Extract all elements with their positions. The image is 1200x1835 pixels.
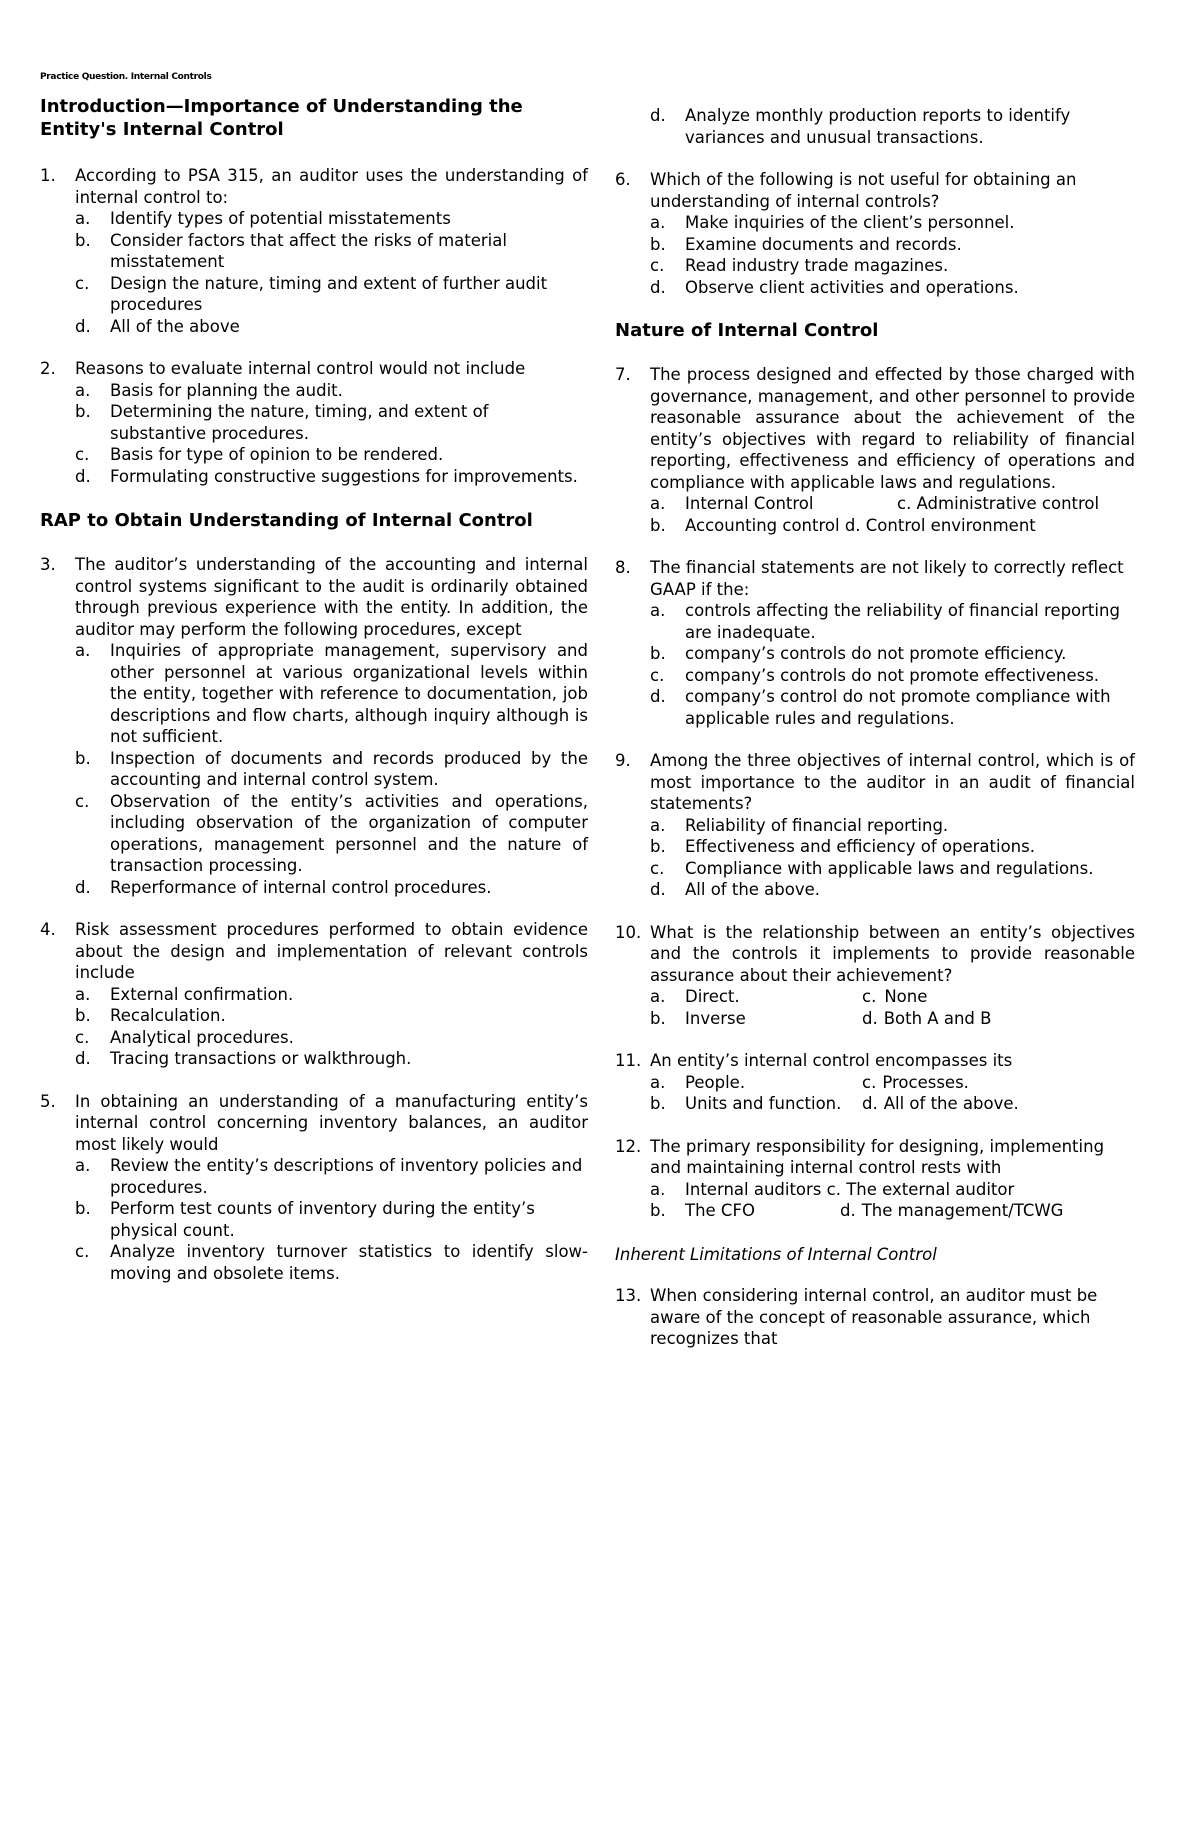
option xyxy=(650,665,1135,687)
right-column xyxy=(615,105,1135,1371)
question-number: 9. xyxy=(615,751,631,770)
option-letter: d. xyxy=(75,316,91,336)
question-number: 4. xyxy=(40,920,56,939)
option-text: Consider factors that affect the risks of material misstatement xyxy=(110,230,507,271)
option-letter: d. xyxy=(862,1094,878,1113)
option-letter: c. xyxy=(650,665,665,685)
option xyxy=(75,273,588,316)
option-text: People. xyxy=(685,1072,746,1092)
option-letter: b. xyxy=(75,1006,91,1025)
option-letter: a. xyxy=(75,1156,91,1175)
option-text: All of the above xyxy=(110,316,240,336)
option xyxy=(75,230,588,273)
question-11 xyxy=(615,1050,1135,1115)
option-text: Observe client activities and operations. xyxy=(685,277,1019,297)
option-letter: b. xyxy=(650,1094,666,1113)
question-8 xyxy=(615,557,1135,729)
question-number: 3. xyxy=(40,555,56,574)
option-letter: a. xyxy=(650,987,666,1006)
option xyxy=(862,1072,1135,1094)
question-stem: Among the three objectives of internal control, which is of most importance to the auditor in an audit of financial statements? xyxy=(650,751,1135,813)
option-text: All of the above. xyxy=(883,1094,1019,1113)
option-letter: a. xyxy=(650,601,666,620)
option-text: controls affecting the reliability of financial reporting are inadequate. xyxy=(685,601,1120,642)
option xyxy=(650,643,1135,665)
option-text: Observation of the entity’s activities and operations, including observation of the organization of computer operations, management personnel and the nature of transaction processing. xyxy=(110,791,588,875)
question-stem: According to PSA 315, an auditor uses the understanding of internal control to: xyxy=(75,166,588,207)
option xyxy=(75,1241,588,1284)
question-12 xyxy=(615,1136,1135,1222)
question-stem: The auditor’s understanding of the accounting and internal control systems significant to the audit is ordinarily obtained through previous experience with the entity. In addition, the auditor may perform the following procedures, except xyxy=(75,555,588,639)
option-text: Inspection of documents and records produced by the accounting and internal control system. xyxy=(110,748,588,789)
option-letter: a. xyxy=(650,213,666,232)
option xyxy=(650,1072,862,1094)
option-letter: c. xyxy=(650,256,665,275)
option-letter: b. xyxy=(75,1199,91,1218)
option-text: The management/TCWG xyxy=(861,1201,1064,1220)
option xyxy=(650,836,1135,858)
option-text: Analytical procedures. xyxy=(110,1027,294,1047)
option xyxy=(650,234,1135,256)
option xyxy=(650,879,1135,901)
option xyxy=(862,1008,1135,1030)
option-text: Processes. xyxy=(882,1072,969,1092)
option-text: Design the nature, timing and extent of further audit procedures xyxy=(110,273,548,314)
option-letter: a. xyxy=(650,494,666,513)
option-letter: d. xyxy=(650,880,666,899)
question-stem: Reasons to evaluate internal control would not include xyxy=(75,359,526,378)
question-number: 6. xyxy=(615,170,631,189)
option xyxy=(650,986,862,1008)
option-text: Identify types of potential misstatements xyxy=(110,209,451,228)
option-letter: b. xyxy=(650,644,666,663)
option-text: Both A and B xyxy=(883,1008,992,1028)
option-text: Inquiries of appropriate management, supervisory and other personnel at various organizational levels within the entity, together with reference to documentation, job descriptions and flow charts, although inquiry although is not sufficient. xyxy=(110,641,588,746)
option xyxy=(75,1048,588,1070)
option-text: Basis for type of opinion to be rendered. xyxy=(110,445,444,464)
option-letter: c. xyxy=(75,445,90,464)
option xyxy=(75,401,588,444)
option-text: None xyxy=(884,987,928,1006)
option-letter: b. xyxy=(650,1201,666,1220)
option-text: Determining the nature, timing, and extent of substantive procedures. xyxy=(110,402,489,443)
option-letter: b. xyxy=(650,1008,666,1028)
option-text: Recalculation. xyxy=(110,1006,226,1025)
option xyxy=(650,105,1135,148)
option xyxy=(650,277,1135,299)
option-letter: a. xyxy=(650,1072,666,1092)
option-line xyxy=(650,515,1135,537)
option-letter: d. xyxy=(862,1008,878,1028)
option xyxy=(75,877,588,899)
option-text: Internal Control xyxy=(685,494,814,513)
question-stem: Which of the following is not useful for obtaining an understanding of internal controls? xyxy=(650,170,1077,211)
option-letter: b. xyxy=(650,515,666,535)
question-stem: An entity’s internal control encompasses its xyxy=(650,1051,1013,1070)
option-text: Analyze inventory turnover statistics to identify slow-moving and obsolete items. xyxy=(110,1242,588,1283)
option-text: Effectiveness and efficiency of operations. xyxy=(685,837,1035,856)
option-text: Formulating constructive suggestions for improvements. xyxy=(110,466,578,486)
option-text: company’s control do not promote compliance with applicable rules and regulations. xyxy=(685,687,1111,728)
question-5 xyxy=(40,1091,588,1285)
option-letter: b. xyxy=(75,402,91,421)
option xyxy=(862,986,1135,1008)
option xyxy=(650,1200,840,1222)
option-letter: b. xyxy=(650,234,666,254)
option-text: Internal auditors c. The external auditor xyxy=(685,1179,1015,1199)
option xyxy=(75,208,588,230)
option-text: Tracing transactions or walkthrough. xyxy=(110,1049,412,1068)
option-text: company’s controls do not promote effectiveness. xyxy=(685,665,1100,685)
option-letter: d. xyxy=(75,1049,91,1068)
option-text: External confirmation. xyxy=(110,984,294,1004)
question-stem: In obtaining an understanding of a manufacturing entity’s internal control concerning inventory balances, an auditor most likely would xyxy=(75,1091,588,1154)
option xyxy=(75,791,588,877)
question-2 xyxy=(40,358,588,487)
question-number: 5. xyxy=(40,1091,56,1111)
question-1 xyxy=(40,165,588,337)
option-text: Accounting control d. Control environment xyxy=(685,515,1036,535)
option-text: Examine documents and records. xyxy=(685,234,962,254)
option-letter: b. xyxy=(75,748,91,768)
question-4 xyxy=(40,919,588,1070)
question-stem: The primary responsibility for designing, implementing and maintaining internal control rests with xyxy=(650,1136,1105,1177)
option-letter: d. xyxy=(840,1201,856,1220)
option-letter: c. xyxy=(75,791,90,811)
option-line xyxy=(650,1179,1135,1201)
option xyxy=(840,1200,1135,1222)
document-header-note: Practice Question. Internal Controls xyxy=(40,72,212,82)
option-text: Reperformance of internal control procedures. xyxy=(110,877,492,897)
question-number: 10. xyxy=(615,922,642,942)
option xyxy=(75,1005,588,1027)
option-letter: c. xyxy=(75,1242,90,1261)
option-letter: c. xyxy=(862,1072,877,1092)
option xyxy=(75,640,588,748)
option-letter: d. xyxy=(75,466,91,486)
question-stem: What is the relationship between an entity’s objectives and the controls it implements to provide reasonable assurance about their achievement? xyxy=(650,922,1135,985)
option xyxy=(650,255,1135,277)
option xyxy=(75,1027,588,1049)
section-heading-introduction: Introduction—Importance of Understanding the Entity's Internal Control xyxy=(40,96,523,140)
option-text: Review the entity’s descriptions of inventory policies and procedures. xyxy=(110,1156,583,1197)
option-letter: d. xyxy=(650,687,666,706)
option-text: Perform test counts of inventory during the entity’s physical count. xyxy=(110,1199,535,1240)
question-number: 13. xyxy=(615,1286,642,1305)
question-stem: Risk assessment procedures performed to obtain evidence about the design and implementation of relevant controls include xyxy=(75,920,588,982)
option xyxy=(650,858,1135,880)
option xyxy=(862,1093,1135,1115)
option-text: c. Administrative control xyxy=(897,494,1100,513)
option xyxy=(650,600,1135,643)
question-6 xyxy=(615,169,1135,298)
option-text: Basis for planning the audit. xyxy=(110,380,343,400)
option-text: Compliance with applicable laws and regulations. xyxy=(685,858,1094,878)
option-letter: a. xyxy=(650,1179,666,1199)
option xyxy=(650,686,1135,729)
option-letter: c. xyxy=(650,858,665,878)
question-number: 1. xyxy=(40,166,56,185)
option xyxy=(75,444,588,466)
option xyxy=(650,212,1135,234)
section-heading-nature: Nature of Internal Control xyxy=(615,320,879,341)
option-letter: d. xyxy=(75,877,91,897)
question-stem: When considering internal control, an auditor must be aware of the concept of reasonable assurance, which recognizes that xyxy=(650,1286,1098,1348)
option-text: Units and function. xyxy=(685,1094,842,1113)
question-3 xyxy=(40,554,588,898)
question-stem: The financial statements are not likely to correctly reflect GAAP if the: xyxy=(650,558,1124,599)
option xyxy=(650,815,1135,837)
option xyxy=(650,1008,862,1030)
question-10 xyxy=(615,922,1135,1030)
option xyxy=(75,1198,588,1241)
option-letter: d. xyxy=(650,106,666,125)
option-letter: c. xyxy=(862,987,877,1006)
option-text: Reliability of financial reporting. xyxy=(685,815,949,835)
question-number: 11. xyxy=(615,1051,642,1070)
question-9 xyxy=(615,750,1135,901)
option-text: Analyze monthly production reports to identify variances and unusual transactions. xyxy=(685,106,1071,147)
option xyxy=(75,984,588,1006)
option-text: Make inquiries of the client’s personnel. xyxy=(685,213,1015,232)
option xyxy=(75,466,588,488)
question-13 xyxy=(615,1285,1135,1350)
option xyxy=(75,1155,588,1198)
option xyxy=(75,316,588,338)
option-text: company’s controls do not promote efficiency. xyxy=(685,644,1067,663)
option-text: Inverse xyxy=(685,1008,746,1028)
question-number: 7. xyxy=(615,365,631,384)
option-letter: b. xyxy=(75,230,91,250)
option xyxy=(75,748,588,791)
option-text: Read industry trade magazines. xyxy=(685,256,949,275)
question-number: 2. xyxy=(40,359,56,378)
option-letter: a. xyxy=(75,209,91,228)
section-heading-rap: RAP to Obtain Understanding of Internal Control xyxy=(40,510,533,531)
left-column xyxy=(40,95,588,1305)
question-number: 12. xyxy=(615,1136,642,1156)
question-stem: The process designed and effected by those charged with governance, management, and other personnel to provide reasonable assurance about the achievement of the entity’s objectives with regard to reliability of financial reporting, effectiveness and efficiency of operations and compliance with applicable laws and regulations. xyxy=(650,365,1135,492)
option-letter: a. xyxy=(75,984,91,1004)
question-number: 8. xyxy=(615,558,631,577)
option-letter: a. xyxy=(75,380,91,400)
option-text: Direct. xyxy=(685,987,740,1006)
option-letter: c. xyxy=(75,1027,90,1047)
option-letter: c. xyxy=(75,273,90,293)
option-text: The CFO xyxy=(685,1201,755,1220)
question-7 xyxy=(615,364,1135,536)
question-5-continued xyxy=(615,105,1135,148)
option-letter: b. xyxy=(650,837,666,856)
section-heading-limitations: Inherent Limitations of Internal Control xyxy=(615,1244,937,1264)
option xyxy=(650,1093,862,1115)
option xyxy=(75,380,588,402)
option-letter: a. xyxy=(650,815,666,835)
option-text: All of the above. xyxy=(685,880,821,899)
option-letter: a. xyxy=(75,641,91,660)
option-letter: d. xyxy=(650,277,666,297)
option-line xyxy=(650,493,1135,515)
